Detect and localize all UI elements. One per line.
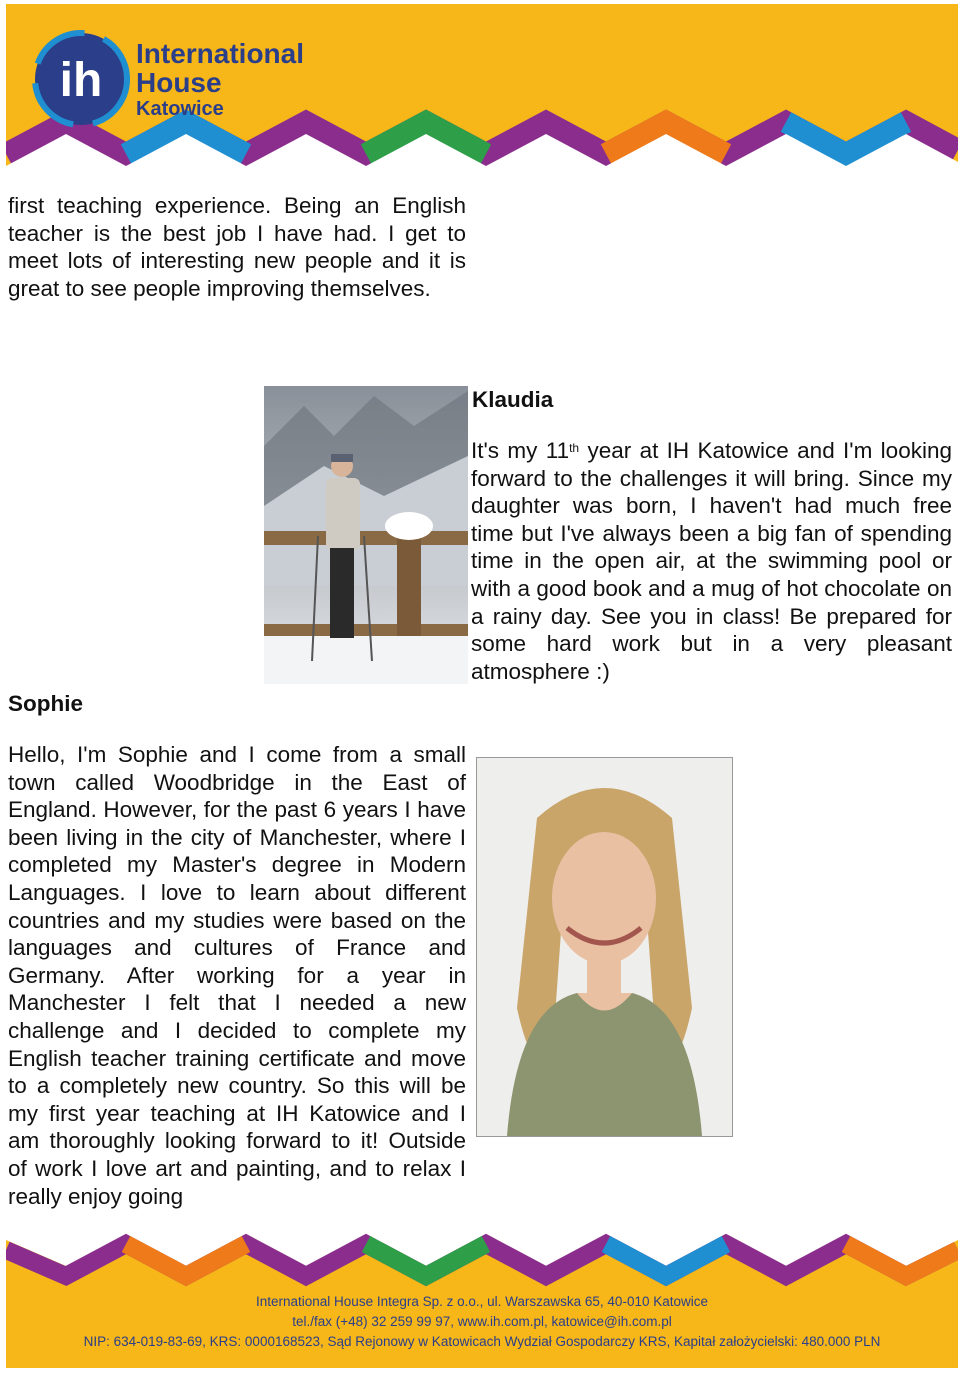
logo-line-house: House [136, 67, 222, 98]
footer-registration-line: NIP: 634-019-83-69, KRS: 0000168523, Sąd Rejonowy w Katowicach Wydział Gospodarczy KRS, Kapitał założycielski: 480.000 PLN [83, 1334, 881, 1349]
klaudia-photo [476, 757, 733, 1137]
sophie-text: Hello, I'm Sophie and I come from a small town called Woodbridge in the East of England. However, for the past 6 years I have been living in the city of Manchester, where I completed my Master's degree in Modern Languages. I love to learn about different countries and my studies were based on the languages and cultures of France and Germany. After working for a year in Manchester I felt that I needed a new challenge and I decided to complete my English teacher training certificate and move to a completely new country. So this will be my first year teaching at IH Katowice and I am thoroughly looking forward to it! Outside of work I love art and painting, and to relax I really enjoy going [8, 742, 466, 1209]
sophie-name-heading: Sophie [8, 691, 84, 716]
continued-text: first teaching experience. Being an English teacher is the best job I have had. I get to meet lots of interesting new people and it is great to see people improving themselves. [8, 193, 466, 301]
klaudia-name-heading: Klaudia [472, 387, 554, 412]
footer-contact-block [6, 1292, 958, 1352]
continued-paragraph [8, 192, 466, 302]
sophie-paragraph [8, 741, 466, 1210]
ih-logo-globe-icon [26, 24, 136, 134]
footer-address-line: International House Integra Sp. z o.o., ul. Warszawska 65, 40-010 Katowice [256, 1294, 708, 1309]
sophie-photo [264, 386, 468, 684]
klaudia-superscript: th [569, 441, 580, 455]
klaudia-text-rest: year at IH Katowice and I'm looking forward to the challenges it will bring. Since my daughter was born, I haven't had much free time but I've always been a big fan of spending time in the open air, at the swimming pool or with a good book and a mug of hot chocolate on a rainy day. See you in class! Be prepared for some hard work but in a very pleasant atmosphere :) [471, 438, 952, 684]
page-footer [6, 1218, 958, 1368]
footer-contact-line: tel./fax (+48) 32 259 99 97, www.ih.com.pl, katowice@ih.com.pl [292, 1314, 672, 1329]
page-header [6, 4, 958, 194]
logo-wordmark [136, 40, 304, 119]
logo-line-katowice: Katowice [136, 98, 224, 120]
klaudia-text-start: It's my 11 [471, 438, 570, 463]
svg-text:ih: ih [59, 54, 103, 107]
logo-line-international: International [136, 38, 305, 69]
klaudia-paragraph [471, 437, 952, 685]
